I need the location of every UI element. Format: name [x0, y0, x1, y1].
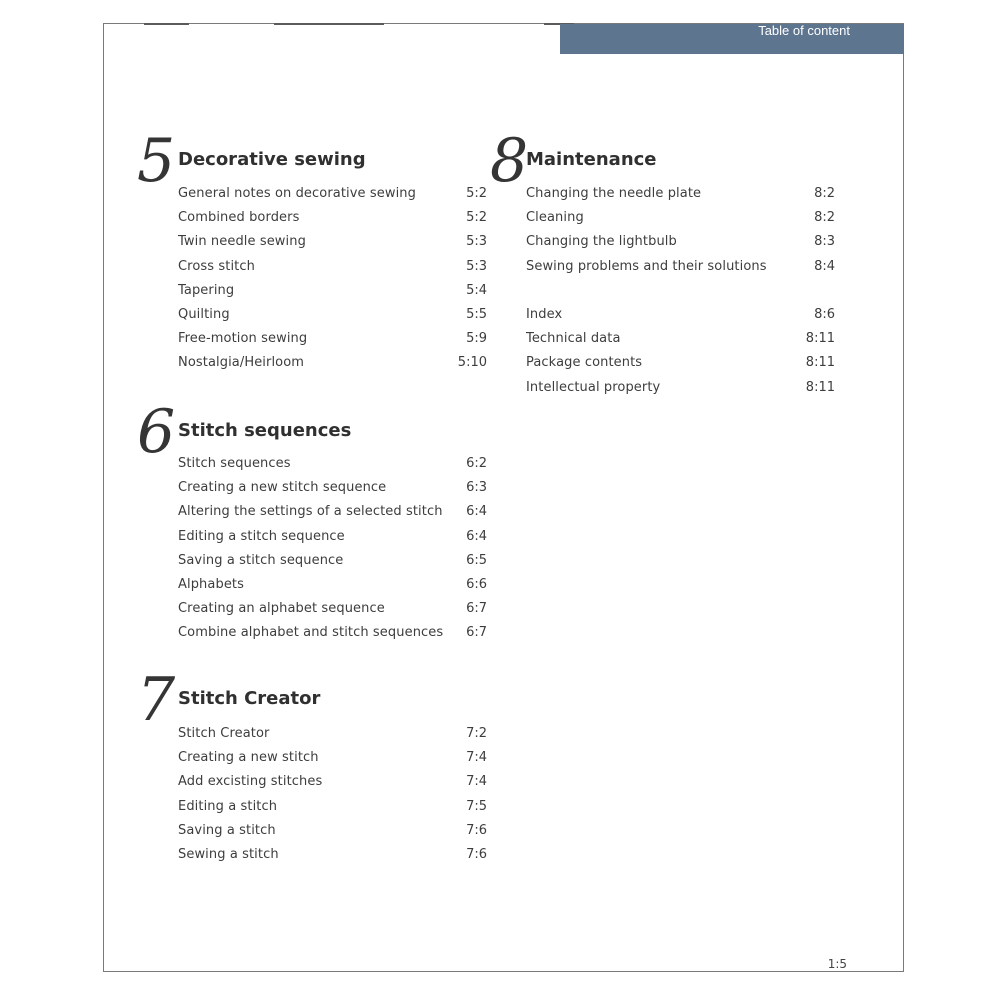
toc-entry-page: 8:11	[805, 331, 835, 347]
toc-entry-page: 6:7	[466, 625, 487, 641]
section-title: Maintenance	[526, 149, 657, 170]
toc-entry-title: Nostalgia/Heirloom	[178, 355, 305, 371]
toc-entry-title: Quilting	[178, 306, 230, 322]
toc-entry-title: Technical data	[526, 331, 621, 347]
toc-entry[interactable]	[526, 210, 835, 234]
toc-entry-page: 7:2	[466, 726, 487, 741]
toc-entry-page: 5:2	[466, 210, 487, 226]
toc-spacer	[526, 283, 835, 307]
toc-entry-title: Altering the settings of a selected stitch	[178, 504, 443, 520]
toc-entry-title: Twin needle sewing	[178, 234, 306, 250]
toc-entry[interactable]	[178, 307, 487, 331]
toc-entry[interactable]	[178, 529, 487, 553]
toc-entry-page: 5:9	[466, 331, 487, 347]
toc-entry-page: 6:3	[466, 480, 487, 496]
toc-entry[interactable]	[178, 847, 487, 871]
toc-entry-page: 6:7	[466, 601, 487, 617]
section-number: 6	[137, 397, 176, 467]
top-mark	[144, 23, 189, 25]
toc-entry-title: Stitch sequences	[178, 456, 291, 471]
manual-page	[103, 23, 904, 972]
toc-entry-title: Combine alphabet and stitch sequences	[178, 625, 444, 641]
section-number: 8	[490, 126, 529, 196]
toc-entry-page: 8:11	[805, 379, 835, 395]
toc-entry-page: 6:4	[466, 528, 487, 544]
toc-list	[178, 456, 487, 650]
toc-entry-title: Saving a stitch sequence	[178, 552, 344, 568]
toc-entry[interactable]	[178, 799, 487, 823]
toc-entry-title: Cross stitch	[178, 258, 255, 274]
toc-entry-title: Stitch Creator	[178, 726, 270, 741]
toc-entry-page: 7:4	[466, 774, 487, 790]
toc-entry[interactable]	[178, 480, 487, 504]
toc-entry-title: Free-motion sewing	[178, 331, 308, 347]
toc-entry-title: Creating a new stitch	[178, 750, 319, 766]
toc-entry-page: 5:3	[466, 258, 487, 274]
toc-entry-title: Package contents	[526, 355, 643, 371]
toc-entry-title: Creating an alphabet sequence	[178, 601, 385, 617]
toc-entry[interactable]	[526, 307, 835, 331]
toc-entry-page: 7:4	[466, 750, 487, 766]
toc-entry-title: Add excisting stitches	[178, 774, 323, 790]
toc-entry[interactable]	[526, 380, 835, 404]
toc-entry[interactable]	[178, 726, 487, 750]
section-number: 5	[137, 126, 176, 196]
toc-entry-title: Creating a new stitch sequence	[178, 480, 387, 496]
toc-entry-title: General notes on decorative sewing	[178, 186, 416, 201]
toc-entry[interactable]	[178, 283, 487, 307]
toc-entry-page: 6:6	[466, 576, 487, 592]
toc-entry-page: 5:3	[466, 234, 487, 250]
toc-entry[interactable]	[178, 577, 487, 601]
toc-entry-page: 5:4	[466, 282, 487, 298]
toc-entry-page: 5:10	[457, 355, 487, 371]
toc-entry-title: Changing the needle plate	[526, 186, 702, 201]
toc-entry-page: 8:6	[814, 306, 835, 322]
toc-entry-title: Tapering	[178, 282, 235, 298]
toc-list	[178, 186, 487, 380]
toc-entry[interactable]	[526, 186, 835, 210]
toc-entry[interactable]	[178, 210, 487, 234]
toc-entry-title: Cleaning	[526, 210, 584, 226]
toc-entry[interactable]	[178, 186, 487, 210]
toc-list	[526, 186, 835, 404]
toc-entry-title: Combined borders	[178, 210, 300, 226]
toc-entry[interactable]	[178, 234, 487, 258]
toc-list	[178, 726, 487, 871]
toc-entry[interactable]	[178, 553, 487, 577]
toc-entry-page: 7:6	[466, 822, 487, 838]
section-title: Stitch sequences	[178, 420, 352, 441]
toc-entry-title: Editing a stitch	[178, 798, 278, 814]
toc-entry[interactable]	[178, 504, 487, 528]
toc-entry-title: Alphabets	[178, 576, 244, 592]
toc-entry[interactable]	[178, 601, 487, 625]
toc-entry-title: Intellectual property	[526, 379, 661, 395]
toc-entry[interactable]	[178, 331, 487, 355]
toc-entry-page: 5:2	[466, 186, 487, 201]
section-title: Stitch Creator	[178, 688, 321, 709]
toc-entry-title: Sewing a stitch	[178, 846, 279, 862]
toc-entry[interactable]	[526, 331, 835, 355]
page-number: 1:5	[827, 957, 847, 971]
toc-entry-page: 8:11	[805, 355, 835, 371]
toc-entry-page: 7:6	[466, 846, 487, 862]
toc-entry[interactable]	[526, 234, 835, 258]
toc-entry-page: 7:5	[466, 798, 487, 814]
toc-entry[interactable]	[178, 823, 487, 847]
toc-entry[interactable]	[178, 259, 487, 283]
section-number: 7	[137, 665, 176, 735]
toc-entry[interactable]	[178, 750, 487, 774]
toc-entry-title: Saving a stitch	[178, 822, 276, 838]
toc-entry-page: 8:4	[814, 258, 835, 274]
toc-entry-title: Index	[526, 306, 563, 322]
toc-entry[interactable]	[526, 259, 835, 283]
section-title: Decorative sewing	[178, 149, 366, 170]
toc-entry[interactable]	[178, 625, 487, 649]
toc-entry-page: 8:2	[814, 186, 835, 201]
toc-entry-page: 8:2	[814, 210, 835, 226]
toc-entry-title: Changing the lightbulb	[526, 234, 677, 250]
toc-entry[interactable]	[526, 355, 835, 379]
toc-entry[interactable]	[178, 355, 487, 379]
toc-entry-title: Editing a stitch sequence	[178, 528, 345, 544]
toc-entry-page: 5:5	[466, 306, 487, 322]
page-header-title: Table of content	[758, 23, 850, 38]
toc-entry-title: Sewing problems and their solutions	[526, 258, 767, 274]
toc-entry-page: 8:3	[814, 234, 835, 250]
toc-entry-page: 6:5	[466, 552, 487, 568]
top-mark	[274, 23, 384, 25]
toc-entry-page: 6:2	[466, 456, 487, 471]
header-band	[560, 24, 904, 54]
toc-entry[interactable]	[178, 456, 487, 480]
toc-entry[interactable]	[178, 774, 487, 798]
toc-entry-page: 6:4	[466, 504, 487, 520]
